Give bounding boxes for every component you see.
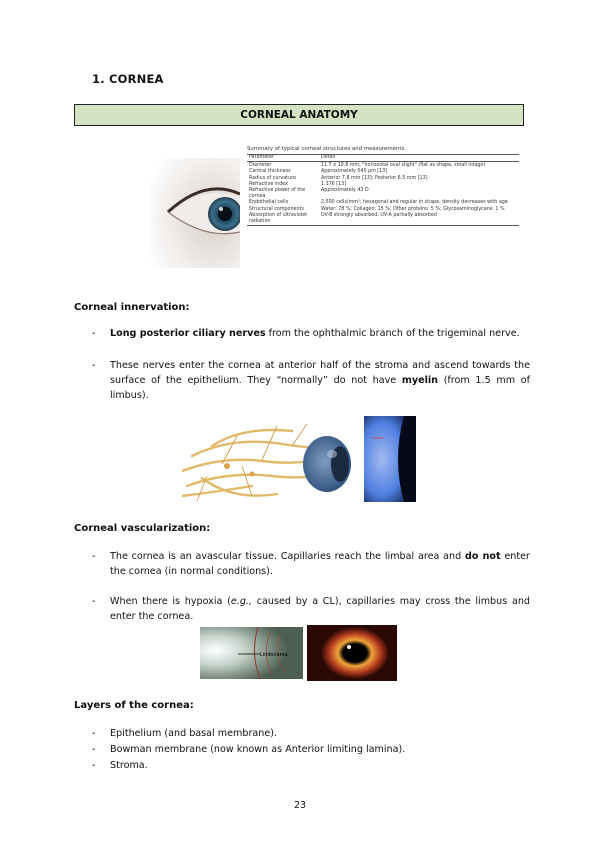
- bullet-text: from the ophthalmic branch of the trigeminal nerve.: [265, 328, 520, 339]
- vascularization-heading: Corneal vascularization:: [74, 523, 211, 534]
- structures-table: [247, 163, 519, 226]
- layer-item: Epithelium (and basal membrane).: [110, 728, 278, 739]
- bullet-text: The cornea is an avascular tissue. Capillaries reach the limbal area and: [110, 551, 466, 562]
- section-title: 1. CORNEA: [92, 72, 164, 86]
- list-item: - Stroma.: [92, 758, 530, 773]
- table-row: [247, 188, 519, 200]
- table-cell: Endothelial cells: [249, 200, 289, 206]
- bullet-text: (from 1.5 mm of limbus).: [110, 375, 530, 401]
- list-item: - The cornea is an avascular tissue. Capillaries reach the limbal area and do not enter the cornea (in normal conditions).: [92, 551, 530, 577]
- innervation-heading: Corneal innervation:: [74, 302, 190, 313]
- eye-photo: [150, 158, 240, 268]
- limbus-label: Limbo/area: [260, 652, 288, 658]
- bullet-text: enter the cornea (in normal conditions).: [110, 551, 530, 577]
- corneal-anatomy-banner: CORNEAL ANATOMY: [74, 104, 524, 126]
- vascularized-cornea-photo: [307, 625, 397, 681]
- page-number: 23: [293, 800, 307, 811]
- table-cell: UV-B strongly absorbed; UV-A partially absorbed: [321, 212, 437, 218]
- table-row: [247, 213, 519, 226]
- table-cell: Approximately 540 µm [13]: [321, 169, 388, 175]
- bold-text: Long posterior ciliary nerves: [110, 328, 266, 339]
- list-item: - Long posterior ciliary nerves from the ophthalmic branch of the trigeminal nerve.: [92, 328, 520, 339]
- table-cell: Radius of curvature: [249, 175, 296, 181]
- list-item: - When there is hypoxia (e.g., caused by a CL), capillaries may cross the limbus and enter the cornea.: [92, 596, 530, 622]
- table-cell: Central thickness: [249, 169, 291, 175]
- table-cell: 2,500 cells/mm²; hexagonal and regular in shape, density decreases with age: [321, 200, 508, 206]
- table-cell: Water: 78 %; Collagen: 15 %; Other proteins: 5 %; Glycosaminoglycans: 1 %: [321, 206, 505, 212]
- table-cell: Structural components: [249, 206, 304, 212]
- table-cell: 1.376 [13]: [321, 181, 347, 187]
- bullet-text: caused by a CL), capillaries may cross the limbus and enter the cornea.: [110, 596, 530, 622]
- list-item: - Bowman membrane (now known as Anterior limiting lamina).: [92, 742, 530, 757]
- table-cell: 11.7 x 10.6 mm; "horizontal oval slight" (flat as shape, small image): [321, 163, 486, 169]
- italic-text: e.g.,: [230, 596, 253, 607]
- limbus-photo: [200, 627, 303, 679]
- bullet-text: When there is hypoxia (: [110, 596, 231, 607]
- table-cell: Absorption of ultraviolet radiation: [249, 212, 308, 225]
- cornea-photo: [364, 416, 416, 502]
- table-row: [247, 200, 519, 206]
- bold-text: myelin: [401, 375, 439, 386]
- layer-item: Bowman membrane (now known as Anterior limiting lamina).: [110, 744, 406, 755]
- layer-item: Stroma.: [110, 760, 148, 771]
- list-item: - These nerves enter the cornea at anterior half of the stroma and ascend towards the surface of the epithelium. They “normally” do not have myelin (from 1.5 mm of limbus).: [92, 360, 530, 401]
- structures-table-figure: [247, 146, 519, 226]
- table-header-detail: Detail: [321, 155, 336, 160]
- table-row: [247, 207, 519, 213]
- bullet-text: These nerves enter the cornea at anterior half of the stroma and ascend towards the surface of the epithelium. They “normally” do not have: [110, 360, 530, 386]
- corneal-nerve-illustration: [182, 416, 352, 504]
- list-item: - Epithelium (and basal membrane).: [92, 726, 530, 741]
- table-cell: Anterior 7.8 mm [13]; Posterior 6.5 mm [13]: [321, 175, 428, 181]
- table-cell: Diameter: [249, 163, 272, 169]
- table-header-parameter: Parameter: [249, 155, 274, 160]
- table-cell: Refractive index: [249, 181, 288, 187]
- layers-heading: Layers of the cornea:: [74, 700, 194, 711]
- table-caption: Summary of typical corneal structures and measurements.: [247, 146, 406, 152]
- bold-text: do not: [465, 551, 501, 562]
- table-cell: Refractive power of the cornea: [249, 188, 306, 200]
- table-cell: Approximately 43 D: [321, 188, 369, 194]
